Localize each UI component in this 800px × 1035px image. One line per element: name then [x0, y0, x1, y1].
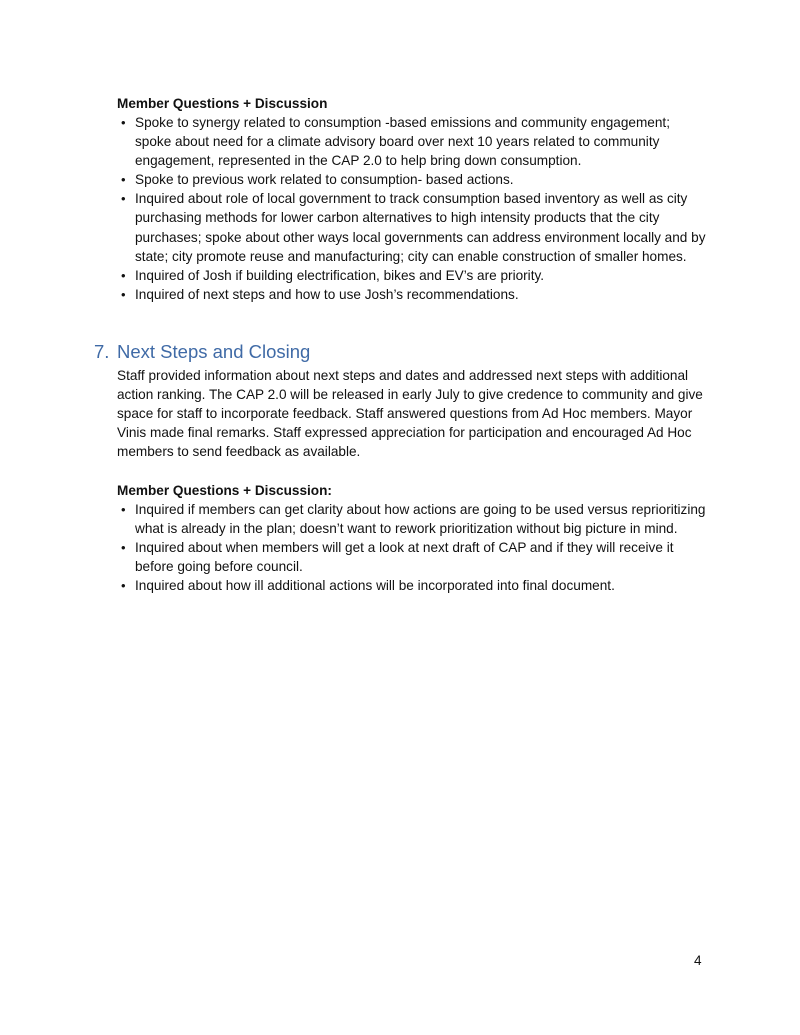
list-item: • Inquired about how ill additional actions will be incorporated into final document.: [117, 576, 707, 595]
bullet-icon: •: [121, 115, 126, 130]
section-title: Next Steps and Closing: [117, 341, 311, 362]
bullet-icon: •: [121, 267, 126, 283]
list-item: • Inquired about when members will get a look at next draft of CAP and if they will receive it before going before council.: [121, 540, 674, 575]
list-item: • Spoke to synergy related to consumption -based emissions and community engagement; spoke about need for a climate advisory board over next 10 years related to community engagement, represented in the CAP 2.0 to help bring down consumption.: [121, 115, 670, 169]
bullet-icon: •: [121, 540, 126, 556]
section-heading: [94, 340, 310, 364]
bullet-icon: •: [121, 286, 126, 302]
member-questions-list: [117, 113, 707, 304]
section-number: 7.: [94, 341, 110, 362]
page-number: 4: [694, 953, 702, 968]
list-item: • Inquired if members can get clarity about how actions are going to be used versus reprioritizing what is already in the plan; doesn’t want to rework prioritization without big picture in mind.: [121, 502, 706, 537]
member-questions-list-2: [117, 500, 707, 595]
member-questions-heading-2: Member Questions + Discussion:: [117, 483, 332, 498]
list-item: • Inquired about role of local government to track consumption based inventory as well as city purchasing methods for lower carbon alternatives to high intensity products that the city purchases; spoke about other ways local governments can address environment locally and by state; city promote reuse and manufacturing; city can enable construction of smaller homes.: [121, 191, 706, 264]
bullet-icon: •: [121, 191, 126, 207]
list-item: • Inquired of next steps and how to use Josh’s recommendations.: [117, 285, 707, 304]
bullet-icon: •: [121, 172, 126, 188]
list-item: • Spoke to previous work related to consumption- based actions.: [117, 170, 707, 189]
list-item: • Inquired of Josh if building electrification, bikes and EV’s are priority.: [117, 266, 707, 285]
member-questions-heading: Member Questions + Discussion: [117, 96, 328, 111]
bullet-icon: •: [121, 502, 126, 517]
section-paragraph: Staff provided information about next steps and dates and addressed next steps with additional action ranking. The CAP 2.0 will be released in early July to give credence to community and give space for staff to incorporate feedback. Staff answered questions from Ad Hoc members. Mayor Vinis made final remarks. Staff expressed appreciation for participation and encouraged Ad Hoc members to send feedback as available.: [117, 368, 703, 460]
bullet-icon: •: [121, 578, 126, 594]
